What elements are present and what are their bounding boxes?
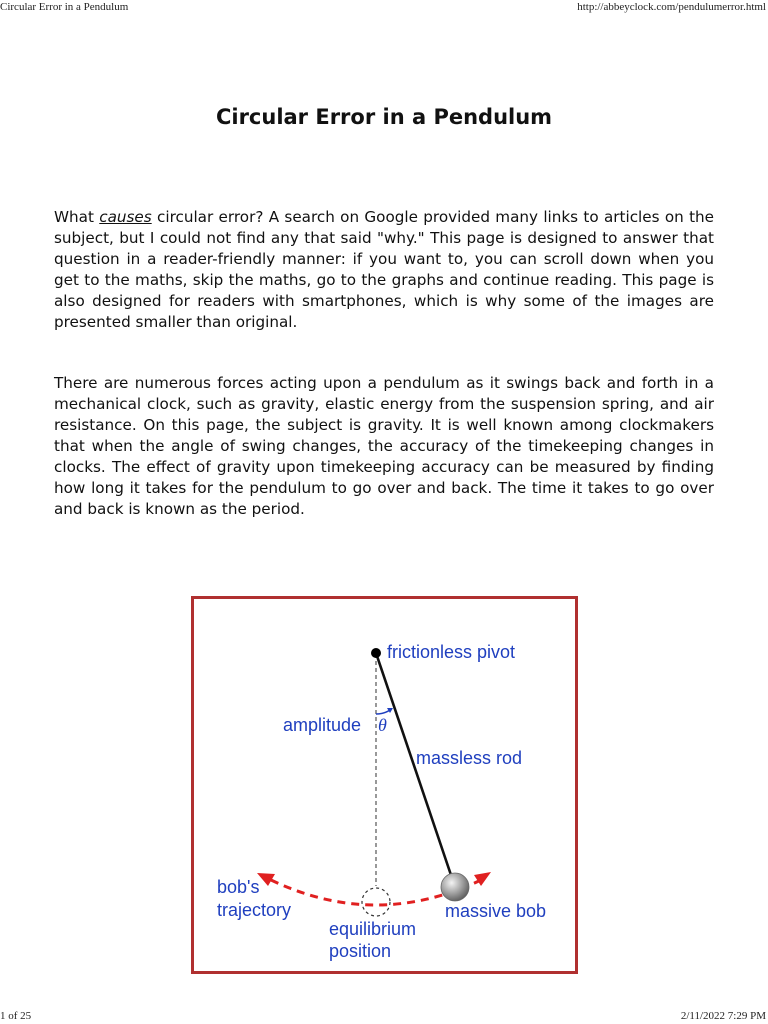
amplitude-label: amplitude xyxy=(283,715,362,735)
print-timestamp: 2/11/2022 7:29 PM xyxy=(680,1010,766,1022)
intro-rest: circular error? A search on Google provided many links to articles on the subject, but I could not find any that said "why." This page is designed to answer that question in a reader-friendly manner: if you want to, you can scroll down when you get to the maths, skip the maths, go to the graphs and continue reading. This page is also designed for readers with smartphones, which is why some of the images are presented smaller than original. xyxy=(54,208,715,331)
intro-lead: What xyxy=(54,208,100,226)
theta-symbol: θ xyxy=(378,715,387,735)
pendulum-diagram xyxy=(191,596,578,974)
equilibrium-label-line1: equilibrium xyxy=(329,919,417,939)
trajectory-label-line2: trajectory xyxy=(217,900,292,920)
bob-label: massive bob xyxy=(445,901,547,921)
rod-label: massless rod xyxy=(416,748,523,768)
print-header xyxy=(0,1,768,15)
forces-paragraph: There are numerous forces acting upon a pendulum as it swings back and forth in a mechanical clock, such as gravity, elastic energy from the suspension spring, and air resistance. On this page, the subject is gravity. It is well known among clockmakers that when the angle of swing changes, the accuracy of the timekeeping changes in clocks. The effect of gravity upon timekeeping accuracy can be measured by finding how long it takes for the pendulum to go over and back. The time it takes to go over and back is known as the period. xyxy=(54,374,714,518)
trajectory-label-line1: bob's xyxy=(217,877,260,897)
pendulum-svg xyxy=(191,596,578,974)
causes-link[interactable]: causes xyxy=(99,208,152,226)
pivot-point xyxy=(371,648,381,658)
page-title: Circular Error in a Pendulum xyxy=(215,105,553,129)
pivot-label: frictionless pivot xyxy=(387,642,516,662)
intro-paragraph xyxy=(54,207,714,333)
equilibrium-label-line2: position xyxy=(329,941,392,961)
page-counter: 1 of 25 xyxy=(0,1010,32,1022)
print-header-url[interactable]: http://abbeyclock.com/pendulumerror.html xyxy=(577,1,766,13)
print-footer xyxy=(0,1010,768,1024)
massive-bob xyxy=(441,873,469,901)
print-header-title: Circular Error in a Pendulum xyxy=(0,1,129,13)
